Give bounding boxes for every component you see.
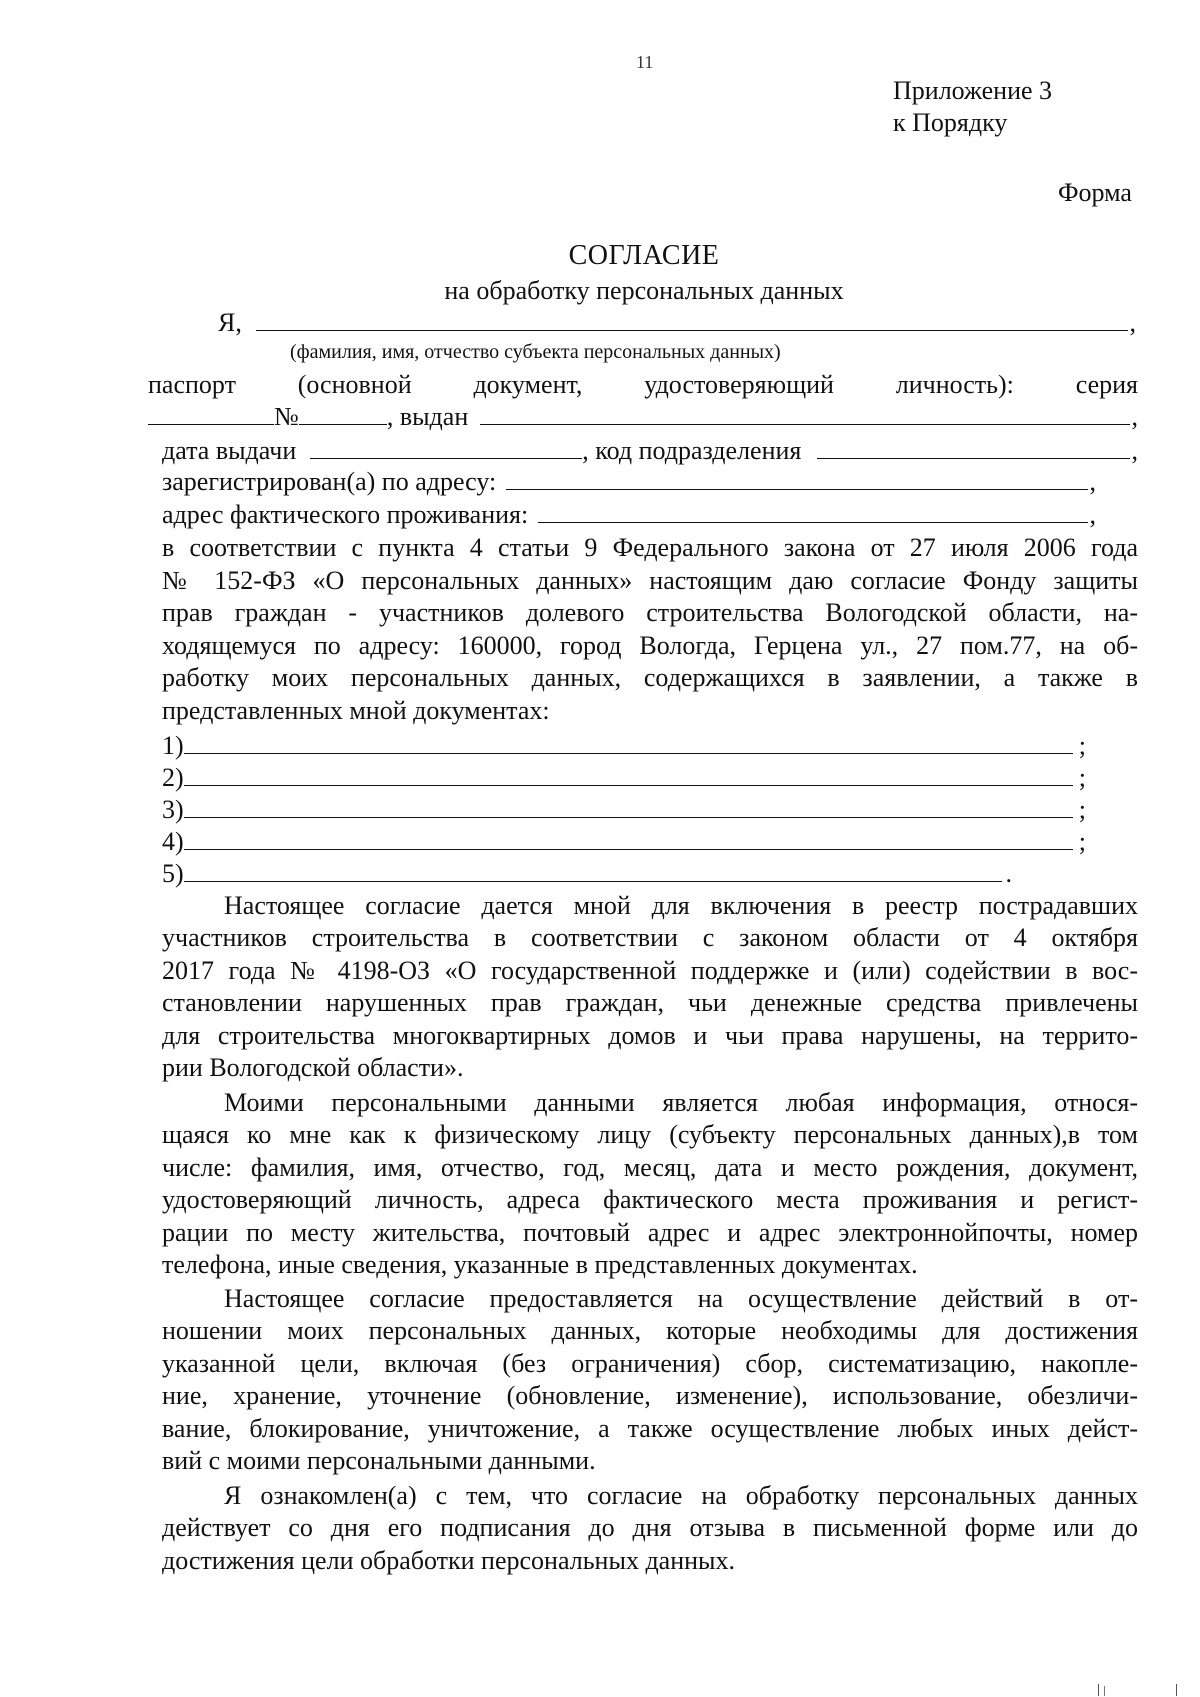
document-item-end: ;	[1078, 763, 1086, 792]
document-item	[162, 763, 1086, 793]
document-item-label: 2)	[162, 763, 184, 792]
paragraph-line: указанной цели, включая (без ограничения) сбор, систематизацию, накопле-	[162, 1348, 1138, 1378]
actual-address-field[interactable]	[538, 501, 1087, 523]
paragraph-line: рации по месту жительства, почтовый адрес и адрес электроннойпочты, номер	[162, 1217, 1138, 1247]
passport-series-field[interactable]	[148, 404, 274, 425]
full-name-field[interactable]	[256, 309, 1128, 331]
comma: ,	[1089, 467, 1096, 496]
paragraph-line: вание, блокирование, уничтожение, а также осуществление любых иных дейст-	[162, 1413, 1138, 1443]
document-item	[162, 731, 1086, 761]
paragraph-line: Я ознакомлен(а) с тем, что согласие на обработку персональных данных	[224, 1481, 1138, 1510]
registered-address-label: зарегистрирован(а) по адресу:	[162, 467, 497, 496]
paragraph-line: действует со дня его подписания до дня отзыва в письменной форме или до	[162, 1513, 1138, 1543]
passport-word: (основной	[297, 370, 412, 399]
actual-address-row	[162, 500, 1096, 530]
document-item-end: .	[1005, 859, 1012, 888]
passport-line	[148, 370, 1138, 400]
passport-word: паспорт	[148, 370, 236, 399]
paragraph-line: Моими персональными данными является любая информация, относя-	[224, 1088, 1138, 1117]
paragraph-line: ние, хранение, уточнение (обновление, изменение), использование, обезличи-	[162, 1381, 1138, 1411]
division-code-field[interactable]	[817, 437, 1129, 459]
consent-statement	[162, 532, 1138, 727]
name-field-row	[218, 308, 1136, 338]
consent-line: в соответствии с пункта 4 статьи 9 Федерального закона от 27 июля 2006 года	[162, 533, 1138, 562]
name-field-hint: (фамилия, имя, отчество субъекта персональных данных)	[290, 341, 781, 363]
comma: ,	[1131, 436, 1138, 465]
comma: ,	[1129, 308, 1136, 337]
consent-line: работку моих персональных данных, содержащихся в заявлении, а также в	[162, 663, 1138, 692]
appendix-number: Приложение 3	[893, 76, 1053, 105]
scan-mark	[1104, 1686, 1105, 1696]
paragraph-line: участников строительства в соответствии с законом области от 4 октября	[162, 923, 1138, 953]
appendix-reference: к Порядку	[893, 108, 1008, 137]
document-item	[162, 827, 1086, 857]
issue-date-row	[162, 436, 1138, 466]
paragraph-validity	[162, 1480, 1138, 1577]
document-item-label: 4)	[162, 827, 184, 856]
document-item-label: 5)	[162, 859, 184, 888]
consent-line: представленных мной документах:	[162, 695, 550, 725]
document-item	[162, 859, 1012, 889]
paragraph-actions	[162, 1283, 1138, 1477]
paragraph-line: числе: фамилия, имя, отчество, год, месяц, дата и место рождения, документ,	[162, 1152, 1138, 1182]
document-item-label: 3)	[162, 795, 184, 824]
number-sign: №	[274, 402, 299, 431]
document-item-end: ;	[1078, 827, 1086, 856]
issued-by-label: , выдан	[386, 402, 469, 431]
paragraph-line: для строительства многоквартирных домов и чьи права нарушены, на террито-	[162, 1020, 1138, 1050]
document-item-end: ;	[1078, 731, 1086, 760]
registered-address-row	[162, 467, 1096, 497]
form-label: Форма	[1058, 178, 1132, 207]
document-item-field[interactable]	[184, 764, 1073, 786]
comma: ,	[1131, 402, 1138, 431]
issue-date-label: дата выдачи	[162, 436, 297, 465]
passport-word: личность):	[895, 370, 1014, 399]
paragraph-line: телефона, иные сведения, указанные в представленных документах.	[162, 1250, 918, 1280]
passport-number-field[interactable]	[299, 404, 387, 425]
consent-line: прав граждан - участников долевого строительства Вологодской области, на-	[162, 598, 1138, 627]
paragraph-line: рии Вологодской области».	[162, 1053, 464, 1083]
passport-word: удостоверяющий	[644, 370, 834, 399]
consent-line: № 152-ФЗ «О персональных данных» настоящим даю согласие Фонду защиты	[162, 565, 1138, 595]
passport-word: документ,	[473, 370, 583, 399]
page-number: 11	[636, 52, 654, 72]
actual-address-label: адрес фактического проживания:	[162, 500, 529, 529]
paragraph-line: Настоящее согласие дается мной для включения в реестр пострадавших	[224, 891, 1138, 920]
document-item-field[interactable]	[184, 796, 1073, 818]
document-item	[162, 795, 1086, 825]
paragraph-line: становлении нарушенных прав граждан, чьи денежные средства привлечены	[162, 988, 1138, 1018]
document-item-field[interactable]	[184, 860, 1002, 882]
comma: ,	[1089, 500, 1096, 529]
document-subtitle: на обработку персональных данных	[444, 276, 844, 305]
issued-by-field[interactable]	[480, 403, 1129, 425]
paragraph-registry	[162, 890, 1138, 1084]
passport-number-row	[148, 402, 1138, 432]
document-item-field[interactable]	[184, 732, 1073, 754]
registered-address-field[interactable]	[506, 468, 1087, 490]
document-item-label: 1)	[162, 731, 184, 760]
consent-line: ходящемуся по адресу: 160000, город Вологда, Герцена ул., 27 пом.77, на об-	[162, 630, 1138, 660]
division-code-label: , код подразделения	[582, 436, 802, 465]
document-item-field[interactable]	[184, 828, 1073, 850]
paragraph-line: ношении моих персональных данных, которые необходимы для достижения	[162, 1316, 1138, 1346]
scan-mark	[1098, 1684, 1099, 1696]
issue-date-field[interactable]	[310, 438, 582, 459]
paragraph-line: Настоящее согласие предоставляется на осуществление действий в от-	[224, 1284, 1138, 1313]
document-title: СОГЛАСИЕ	[568, 240, 720, 271]
paragraph-line: вий с моими персональными данными.	[162, 1446, 596, 1476]
document-item-end: ;	[1078, 795, 1086, 824]
paragraph-line: достижения цели обработки персональных данных.	[162, 1545, 736, 1575]
paragraph-personal-data	[162, 1087, 1138, 1281]
paragraph-line: щаяся ко мне как к физическому лицу (субъекту персональных данных),в том	[162, 1120, 1138, 1150]
passport-word: серия	[1075, 370, 1138, 399]
i-prefix: Я,	[218, 308, 242, 337]
scan-mark	[1176, 1684, 1177, 1696]
paragraph-line: удостоверяющий личность, адреса фактического места проживания и регист-	[162, 1185, 1138, 1215]
paragraph-line: 2017 года № 4198-ОЗ «О государственной поддержке и (или) содействии в вос-	[162, 955, 1138, 985]
